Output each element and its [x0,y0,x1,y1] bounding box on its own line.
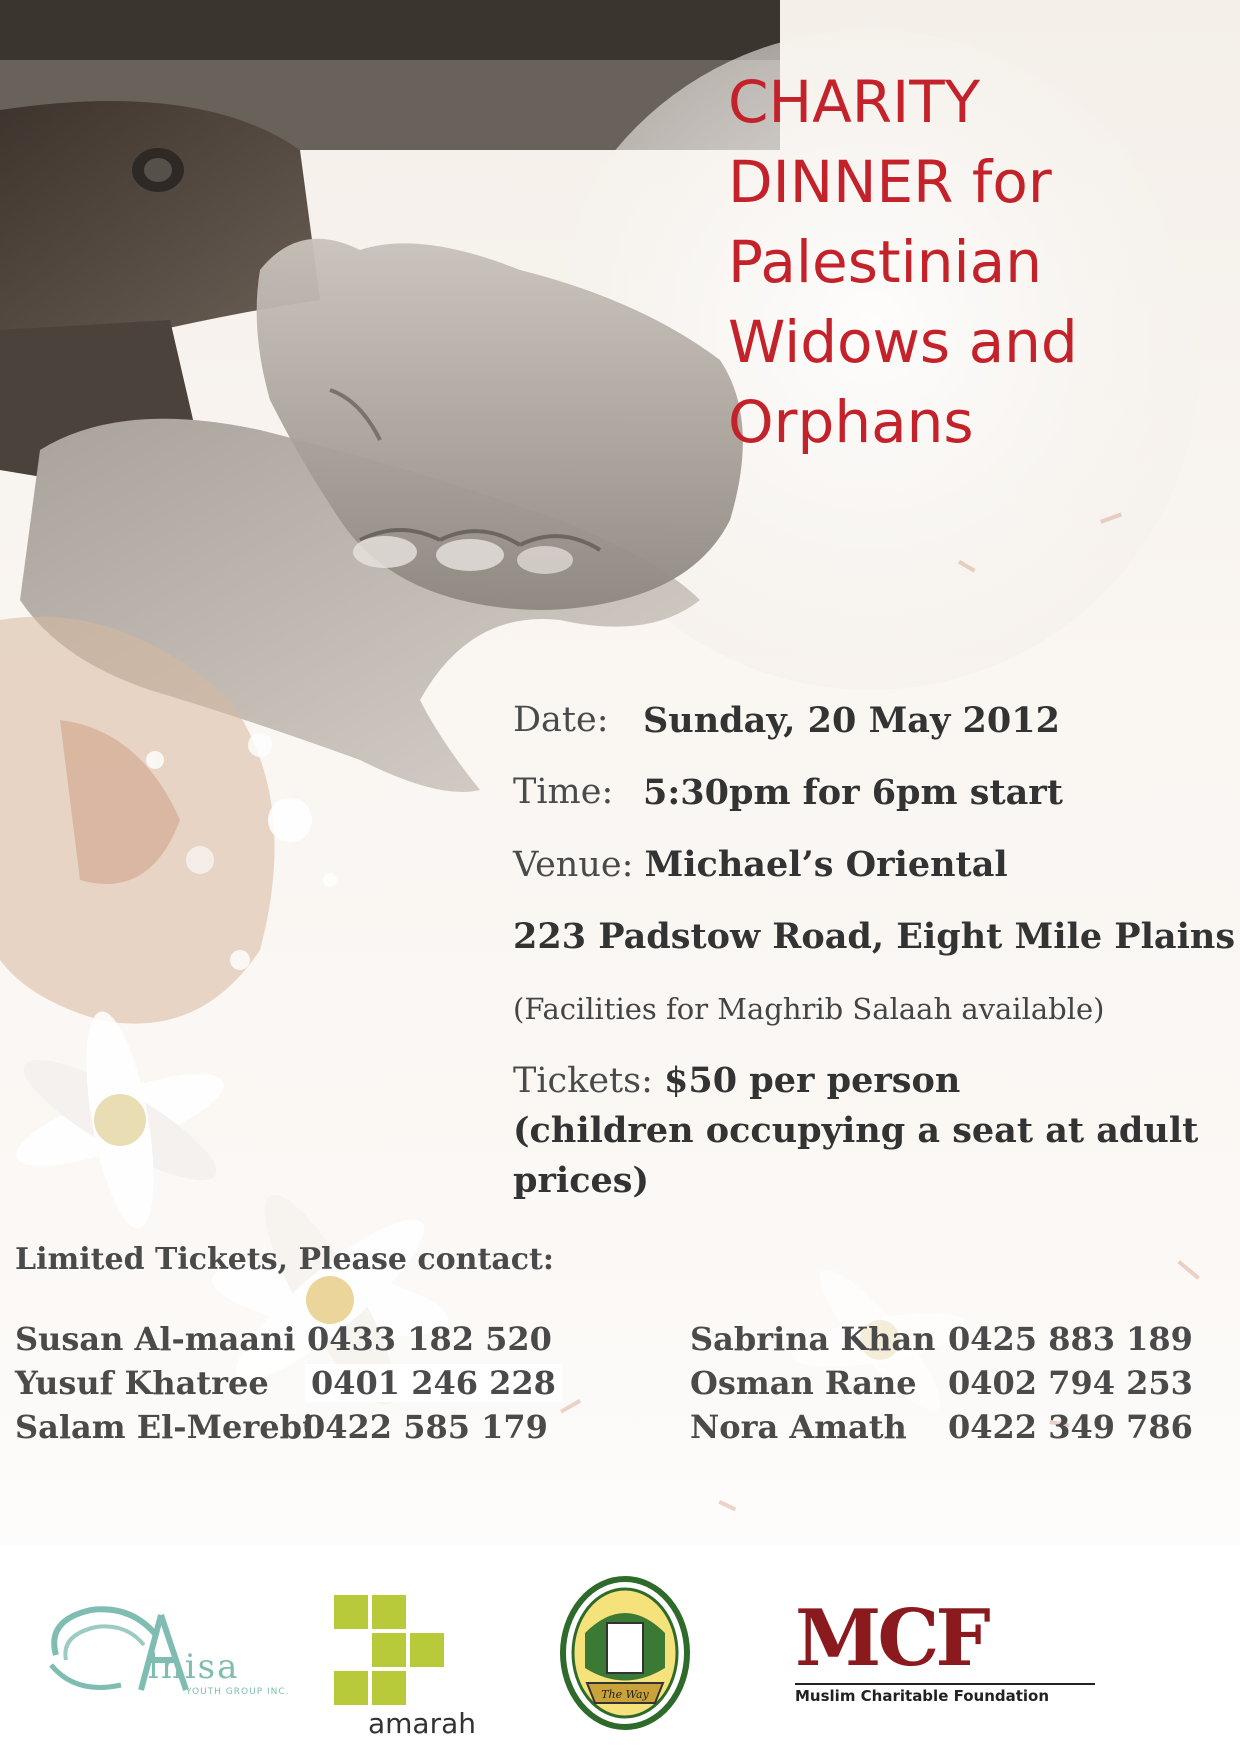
venue-address: 223 Padstow Road, Eight Mile Plains [513,916,1236,957]
contact-phone: 0422 585 179 [303,1408,548,1446]
contact-row [690,1320,1193,1358]
address-row [513,916,1235,957]
mcf-full-name: Muslim Charitable Foundation [795,1683,1095,1705]
time-label: Time: [513,772,614,812]
title-line-1: CHARITY [728,68,981,136]
contact-name: Nora Amath [690,1408,907,1446]
the-way-emblem-icon [555,1573,695,1733]
date-label: Date: [513,700,609,740]
title-line-3: Palestinian [728,228,1042,296]
amarah-logo [330,1595,490,1745]
date-row [513,700,1060,741]
venue-row [513,844,1008,885]
contact-name: Susan Al-maani [15,1320,296,1358]
facilities-note: (Facilities for Maghrib Salaah available) [513,992,1105,1026]
time-value: 5:30pm for 6pm start [643,772,1063,813]
amarah-squares-icon [330,1595,450,1705]
venue-label: Venue: [513,845,645,885]
contact-phone: 0433 182 520 [307,1320,552,1358]
contact-row [690,1408,1193,1446]
title-line-4: Widows and [728,308,1078,376]
contact-name: Sabrina Khan [690,1320,936,1358]
contact-name: Osman Rane [690,1364,917,1402]
contact-name: Salam El-Merebi [15,1408,315,1446]
contact-row [15,1364,556,1402]
tickets-note-line-1: (children occupying a seat at adult [513,1110,1199,1151]
time-row [513,772,1063,813]
alnisa-logo [36,1595,316,1705]
sponsor-logos [0,1545,1240,1754]
contact-row [15,1408,548,1446]
contact-row [690,1364,1193,1402]
contact-phone: 0401 246 228 [305,1364,562,1402]
the-way-label: The Way [601,1688,649,1701]
contact-phone: 0425 883 189 [948,1320,1193,1358]
title-line-2: DINNER for [728,148,1052,216]
alnisa-name: lnisa [148,1647,240,1687]
tickets-value: $50 per person [664,1060,961,1101]
the-way-emblem [555,1573,695,1733]
mcf-logo [795,1593,1115,1713]
contact-phone: 0402 794 253 [948,1364,1193,1402]
tickets-note-line-2: prices) [513,1160,650,1201]
contact-name: Yusuf Khatree [15,1364,269,1402]
title-line-5: Orphans [728,388,974,456]
contact-phone: 0422 349 786 [948,1408,1193,1446]
contact-row [15,1320,552,1358]
venue-value: Michael’s Oriental [644,844,1008,885]
date-value: Sunday, 20 May 2012 [643,700,1060,741]
tickets-row [513,1060,960,1101]
alnisa-subtitle: YOUTH GROUP INC. [186,1687,290,1697]
amarah-name: amarah [368,1707,477,1740]
event-title [728,62,1208,462]
tickets-label: Tickets: [513,1061,665,1101]
mcf-initials: MCF [795,1593,987,1684]
contacts-heading: Limited Tickets, Please contact: [15,1242,554,1277]
